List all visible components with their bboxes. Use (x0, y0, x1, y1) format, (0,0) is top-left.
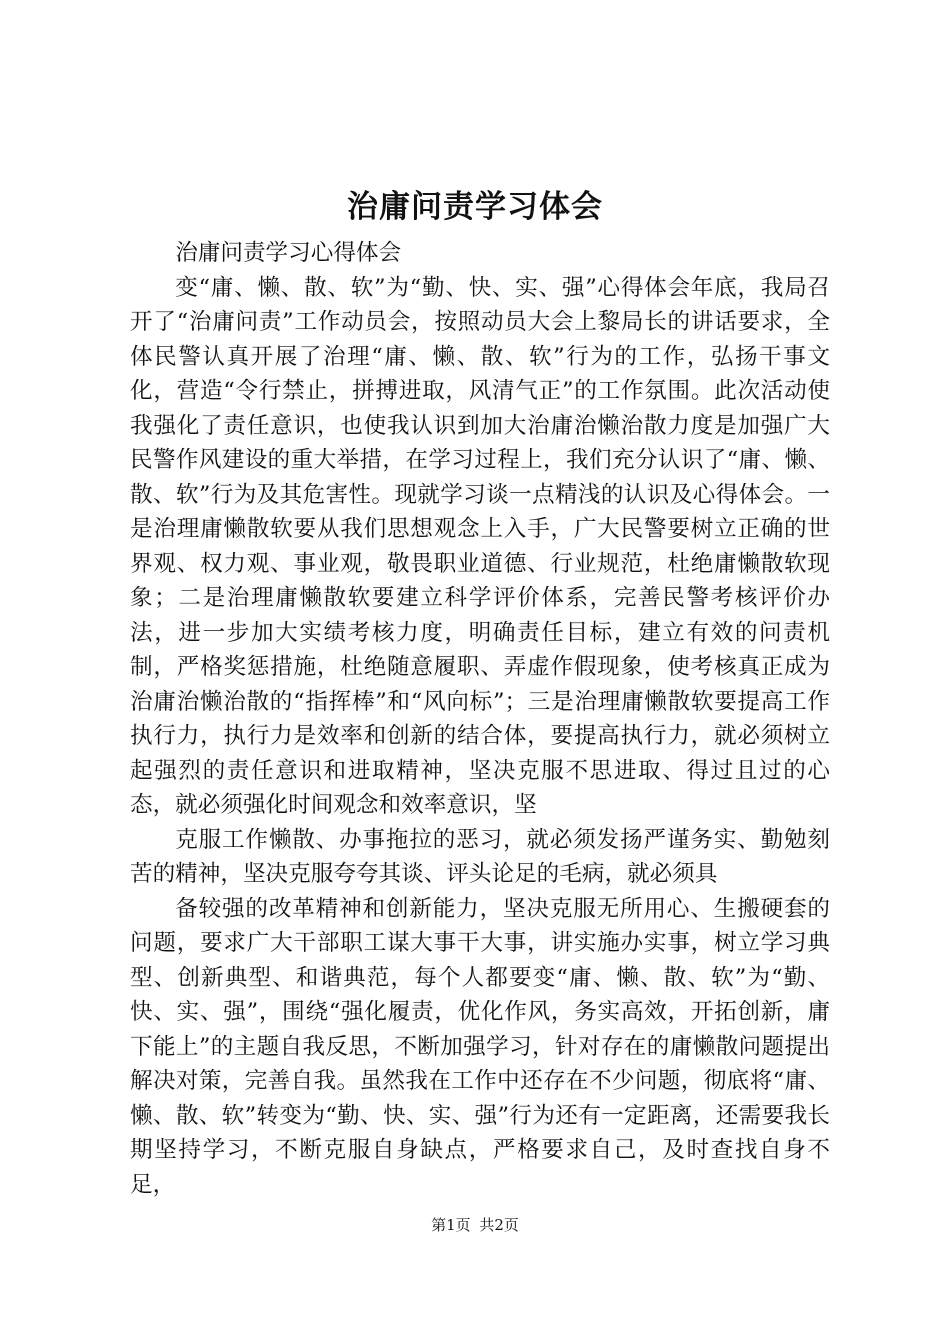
paragraph-subtitle: 治庸问责学习心得体会 (175, 240, 402, 266)
page-number-total: 共2页 (479, 1216, 519, 1234)
paragraph: 备较强的改革精神和创新能力，坚决克服无所用心、生搬硬套的问题，要求广大干部职工谋大事干大事，讲实施办实事，树立学习典型、创新典型、和谐典范，每个人都要变“庸、懒、散、软”为“勤、快、实、强”，围绕“强化履责，优化作风，务实高效，开拓创新，庸下能上”的主题自我反思，不断加强学习，针对存在的庸懒散问题提出解决对策，完善自我。虽然我在工作中还存在不少问题，彻底将“庸、懒、散、软”转变为“勤、快、实、强”行为还有一定距离，还需要我长期坚持学习，不断克服自身缺点，严格要求自己，及时查找自身不足， (130, 895, 830, 1198)
page-number-current: 第1页 (431, 1216, 471, 1234)
paragraph: 克服工作懒散、办事拖拉的恶习，就必须发扬严谨务实、勤勉刻苦的精神，坚决克服夸夸其谈、评头论足的毛病，就必须具 (130, 826, 830, 887)
page-footer (0, 1214, 950, 1236)
paragraph: 变“庸、懒、散、软”为“勤、快、实、强”心得体会年底，我局召开了“治庸问责”工作动员会，按照动员大会上黎局长的讲话要求，全体民警认真开展了治理“庸、懒、散、软”行为的工作，弘扬干事文化，营造“令行禁止，拼搏进取，风清气正”的工作氛围。此次活动使我强化了责任意识，也使我认识到加大治庸治懒治散力度是加强广大民警作风建设的重大举措，在学习过程上，我们充分认识了“庸、懒、散、软”行为及其危害性。现就学习谈一点精浅的认识及心得体会。一是治理庸懒散软要从我们思想观念上入手，广大民警要树立正确的世界观、权力观、事业观，敬畏职业道德、行业规范，杜绝庸懒散软现象；二是治理庸懒散软要建立科学评价体系，完善民警考核评价办法，进一步加大实绩考核力度，明确责任目标，建立有效的问责机制，严格奖惩措施，杜绝随意履职、弄虚作假现象，使考核真正成为治庸治懒治散的“指挥棒”和“风向标”；三是治理庸懒散软要提高工作执行力，执行力是效率和创新的结合体，要提高执行力，就必须树立起强烈的责任意识和进取精神，坚决克服不思进取、得过且过的心态，就必须强化时间观念和效率意识，坚 (130, 274, 830, 818)
document-body (130, 236, 830, 1202)
page-title: 治庸问责学习体会 (347, 189, 603, 225)
